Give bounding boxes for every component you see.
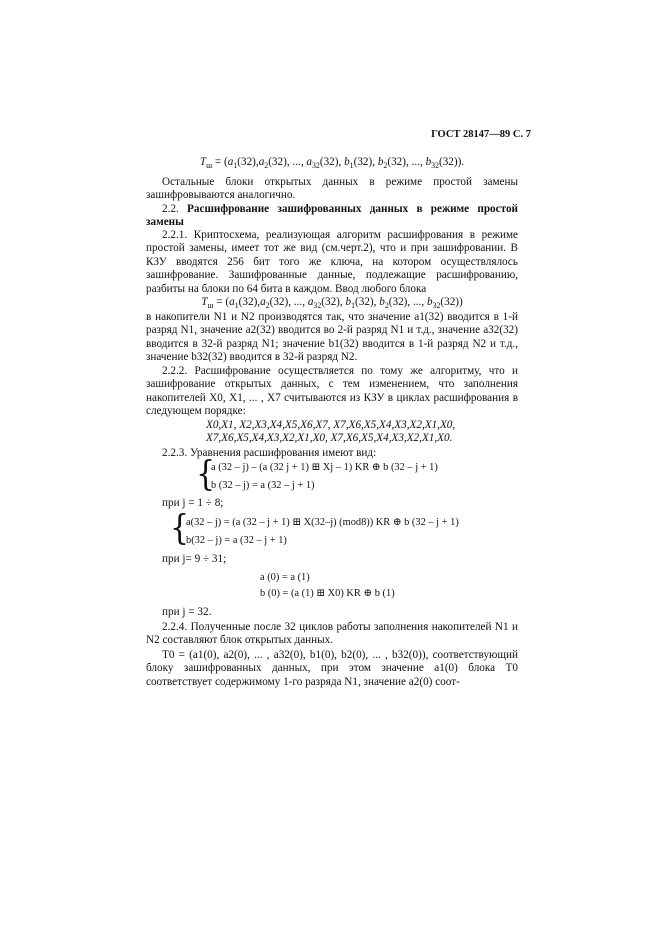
section-title: Расшифрование зашифрованных данных в режиме простой замены — [146, 203, 518, 229]
equation-1-line-2: b (32 – j) = a (32 – j + 1) — [211, 480, 315, 491]
condition-2: при j= 9 ÷ 31; — [162, 553, 227, 565]
left-brace-1: { — [196, 454, 216, 495]
formula-tsh-1: $T_ш = (a_1(32),a_2(32)$, ..., $a_{32}(32)$, $b_1(32)$, $b_2(32)$, ..., $b_{32}(32)$). — [199, 156, 465, 170]
paragraph-2-2-3: 2.2.3. Уравнения расшифрования имеют вид: — [162, 447, 377, 459]
paragraph-2-2-4: 2.2.4. Полученные после 32 циклов работы заполнения накопителей N1 и N2 составляют блок открытых данных. — [146, 621, 518, 647]
equation-3-line-2: b (0) = (a (1) ⊞ X0) KR ⊕ b (1) — [260, 588, 395, 599]
formula-tsh-2: $T_ш = (a_1(32),a_2(32)$, ..., $a_{32}(32)$, $b_1(32)$, $b_2(32)$, ..., $b_{32}(32)$) — [201, 296, 463, 310]
order-line-2: X7,X6,X5,X4,X3,X2,X1,X0, X7,X6,X5,X4,X3,X2,X1,X0. — [206, 432, 453, 444]
condition-1: при j = 1 ÷ 8; — [162, 497, 224, 509]
order-line-1: X0,X1, X2,X3,X4,X5,X6,X7, X7,X6,X5,X4,X3,X2,X1,X0, — [206, 419, 456, 431]
equation-3-line-1: a (0) = a (1) — [260, 572, 310, 583]
paragraph-2-2-1: 2.2.1. Криптосхема, реализующая алгоритм расшифрования в режиме простой замены, имеет тот же вид (см.черт.2), что и при зашифровании. В КЗУ вводятся 256 бит того же ключа, на котором осуществлялось зашифрование. Зашифрованные данные, подлежащие расшифрованию, разбиты на блоки по 64 бита в каждом. Ввод любого блока — [146, 229, 518, 295]
section-number: 2.2. — [162, 203, 179, 215]
section-2-2-heading — [146, 203, 518, 230]
page-header: ГОСТ 28147—89 С. 7 — [431, 129, 531, 140]
paragraph-t0: T0 = (a1(0), a2(0), ... , a32(0), b1(0), b2(0), ... , b32(0)), соответствующий блоку зашифрованных данных, при этом значение a1(0) блока T0 соответствует содержимому 1-го разряда N1, значение a2(0) соот- — [146, 649, 518, 688]
equation-1-line-1: a (32 – j) – (a (32 j + 1) ⊞ Xj – 1) KR ⊕ b (32 – j + 1) — [211, 462, 438, 473]
condition-3: при j = 32. — [162, 606, 212, 618]
paragraph-nakopiteli: в накопители N1 и N2 производятся так, что значение a1(32) вводится в 1-й разряд N1, значение a2(32) вводится во 2-й разряд N1 и т.д., значение a32(32) вводится в 32-й разряд N1; значение b1(32) вводится в 1-й разряд N2 и т.д., значение b32(32) вводится в 32-й разряд N2. — [146, 311, 518, 364]
equation-2-line-2: b(32 – j) = a (32 – j + 1) — [186, 535, 287, 546]
paragraph-other-blocks: Остальные блоки открытых данных в режиме простой замены зашифровываются аналогично. — [146, 176, 518, 202]
paragraph-2-2-2: 2.2.2. Расшифрование осуществляется по тому же алгоритму, что и зашифрование открытых данных, с тем изменением, что заполнения накопителей X0, X1, ... , X7 считываются из КЗУ в циклах расшифрования в следующем порядке: — [146, 365, 518, 418]
left-brace-2: { — [170, 508, 190, 549]
equation-2-line-1: a(32 – j) = (a (32 – j + 1) ⊞ X(32–j) (mod8)) KR ⊕ b (32 – j + 1) — [186, 517, 459, 528]
